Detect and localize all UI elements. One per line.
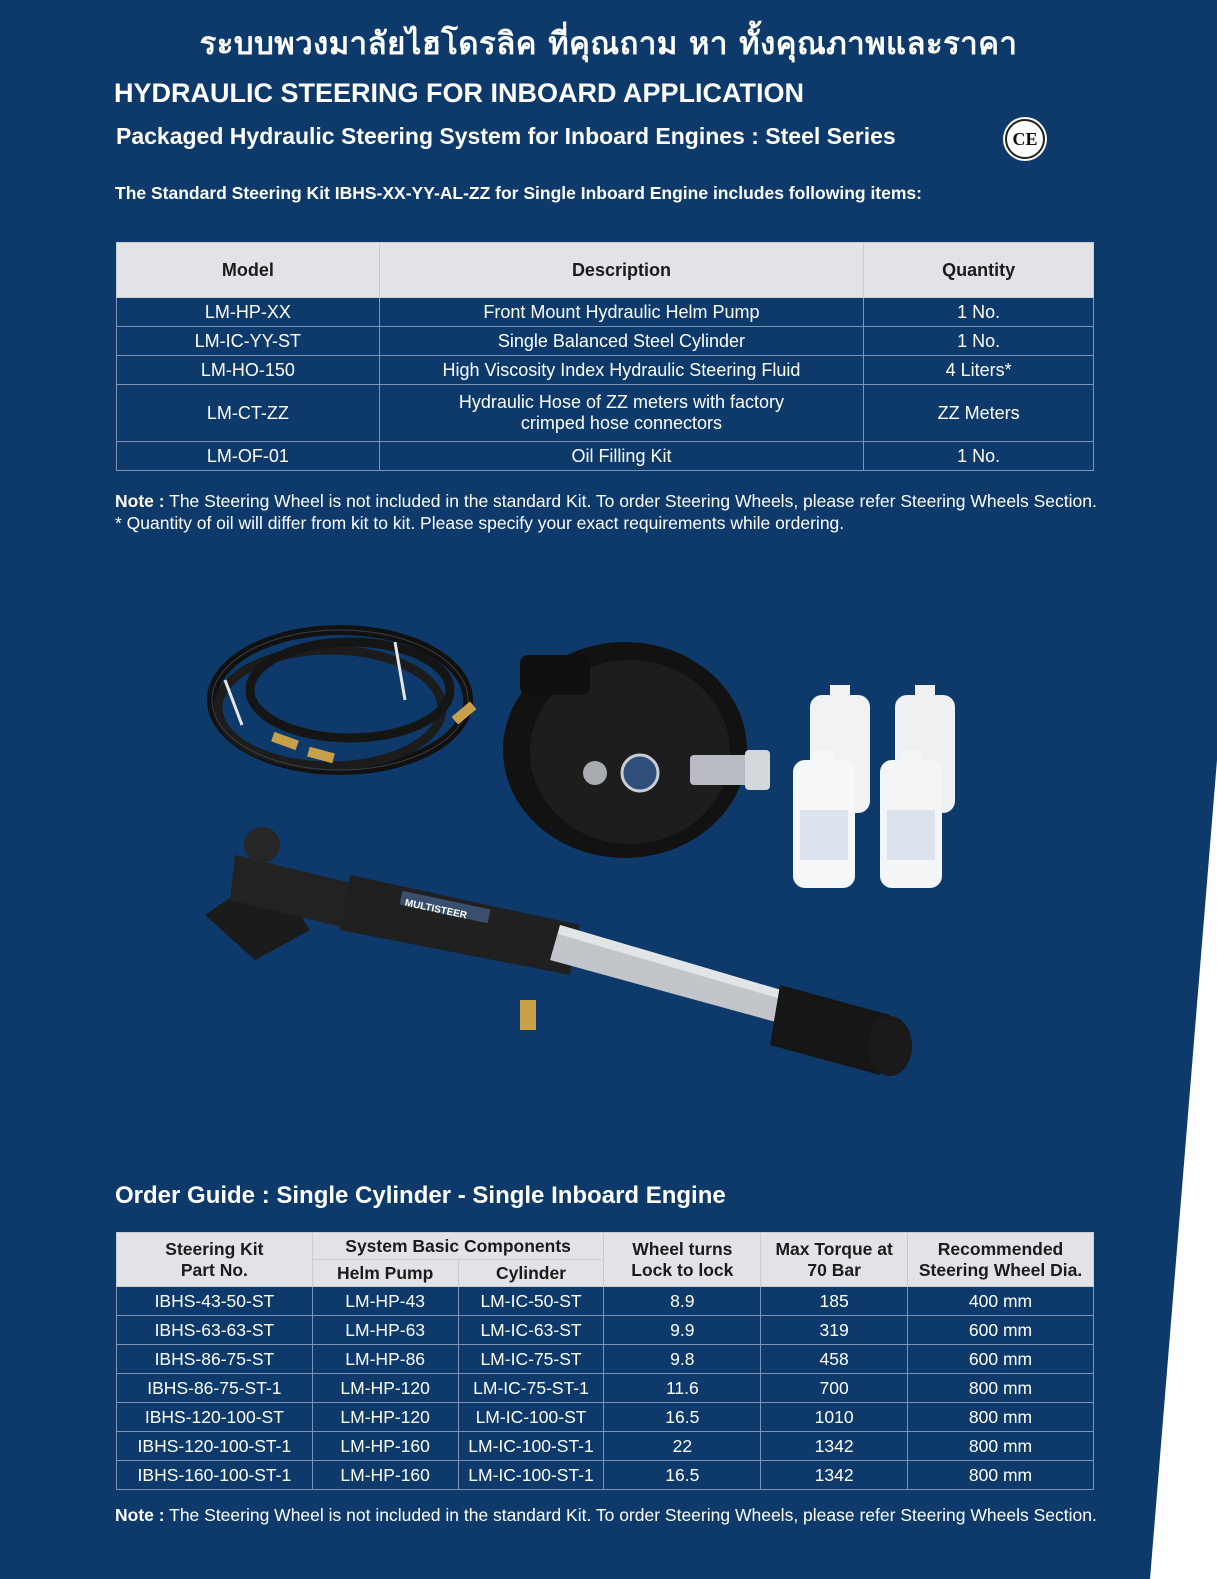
torque-cell: 319	[761, 1316, 908, 1345]
ce-mark-icon: CE	[1005, 119, 1045, 159]
kit-cell: IBHS-43-50-ST	[117, 1287, 313, 1316]
steering-fluid-bottles-image	[793, 685, 955, 888]
table-row	[117, 327, 1094, 356]
model-cell: LM-HP-XX	[117, 298, 380, 327]
column-header-model: Model	[117, 243, 380, 298]
helm-cell: LM-HP-120	[312, 1374, 458, 1403]
header-line: Max Torque at	[775, 1238, 893, 1259]
quantity-cell: 1 No.	[864, 298, 1094, 327]
column-header-torque	[761, 1233, 908, 1287]
header-line: Steering Wheel Dia.	[918, 1259, 1083, 1280]
header-line: Lock to lock	[631, 1259, 734, 1280]
turns-cell: 22	[604, 1432, 761, 1461]
quantity-cell: 4 Liters*	[864, 356, 1094, 385]
page-subtitle: Packaged Hydraulic Steering System for Inboard Engines : Steel Series	[116, 123, 896, 149]
column-header-turns	[604, 1233, 761, 1287]
header-line: Steering Kit	[165, 1238, 264, 1259]
wheel-cell: 400 mm	[908, 1287, 1094, 1316]
wheel-cell: 600 mm	[908, 1345, 1094, 1374]
torque-cell: 1342	[761, 1432, 908, 1461]
helm-cell: LM-HP-160	[312, 1461, 458, 1490]
quantity-cell: ZZ Meters	[864, 385, 1094, 442]
note-text: The Steering Wheel is not included in the standard Kit. To order Steering Wheels, please refer Steering Wheels Section.	[164, 491, 1097, 511]
description-line: crimped hose connectors	[520, 413, 723, 433]
table-row	[117, 442, 1094, 471]
kit-contents-table	[116, 242, 1094, 471]
cylinder-cell: LM-IC-100-ST-1	[458, 1432, 604, 1461]
table-row	[117, 1316, 1094, 1345]
column-header-quantity: Quantity	[864, 243, 1094, 298]
kit-cell: IBHS-120-100-ST-1	[117, 1432, 313, 1461]
thai-headline: ระบบพวงมาลัยไฮโดรลิค ที่คุณถาม หา ทั้งคุณภาพและราคา	[199, 26, 1018, 62]
table-row	[117, 298, 1094, 327]
wheel-cell: 800 mm	[908, 1432, 1094, 1461]
cylinder-brand-label: MULTISTEER	[403, 897, 468, 922]
torque-cell: 700	[761, 1374, 908, 1403]
table-row	[117, 1461, 1094, 1490]
kit-cell: IBHS-120-100-ST	[117, 1403, 313, 1432]
table-row	[117, 1432, 1094, 1461]
header-line: Wheel turns	[632, 1238, 733, 1259]
description-cell: Front Mount Hydraulic Helm Pump	[379, 298, 863, 327]
kit-note	[115, 490, 1105, 534]
turns-cell: 9.8	[604, 1345, 761, 1374]
order-note	[115, 1504, 1105, 1526]
wheel-cell: 600 mm	[908, 1316, 1094, 1345]
cylinder-cell: LM-IC-75-ST	[458, 1345, 604, 1374]
helm-cell: LM-HP-120	[312, 1403, 458, 1432]
turns-cell: 11.6	[604, 1374, 761, 1403]
column-header-helm: Helm Pump	[312, 1260, 458, 1287]
helm-cell: LM-HP-63	[312, 1316, 458, 1345]
turns-cell: 9.9	[604, 1316, 761, 1345]
table-row	[117, 1403, 1094, 1432]
header-line: Recommended	[937, 1238, 1064, 1259]
torque-cell: 185	[761, 1287, 908, 1316]
header-line: Part No.	[180, 1259, 248, 1280]
kit-cell: IBHS-86-75-ST	[117, 1345, 313, 1374]
order-guide-table	[116, 1232, 1094, 1490]
note-label: Note :	[115, 491, 165, 511]
quantity-cell: 1 No.	[864, 442, 1094, 471]
model-cell: LM-IC-YY-ST	[117, 327, 380, 356]
model-cell: LM-HO-150	[117, 356, 380, 385]
cylinder-cell: LM-IC-100-ST	[458, 1403, 604, 1432]
turns-cell: 16.5	[604, 1461, 761, 1490]
description-line: Hydraulic Hose of ZZ meters with factory	[458, 392, 784, 412]
table-row	[117, 1287, 1094, 1316]
table-row	[117, 1345, 1094, 1374]
torque-cell: 1010	[761, 1403, 908, 1432]
page-title: HYDRAULIC STEERING FOR INBOARD APPLICATION	[114, 78, 805, 108]
description-cell	[379, 385, 863, 442]
helm-cell: LM-HP-86	[312, 1345, 458, 1374]
description-cell: Single Balanced Steel Cylinder	[379, 327, 863, 356]
column-header-components: System Basic Components	[312, 1233, 604, 1260]
model-cell: LM-OF-01	[117, 442, 380, 471]
cylinder-cell: LM-IC-75-ST-1	[458, 1374, 604, 1403]
cylinder-cell: LM-IC-50-ST	[458, 1287, 604, 1316]
column-header-cylinder: Cylinder	[458, 1260, 604, 1287]
table-header-row	[117, 1233, 1094, 1260]
turns-cell: 16.5	[604, 1403, 761, 1432]
kit-intro: The Standard Steering Kit IBHS-XX-YY-AL-ZZ for Single Inboard Engine includes following items:	[115, 183, 922, 203]
description-cell: High Viscosity Index Hydraulic Steering Fluid	[379, 356, 863, 385]
wheel-cell: 800 mm	[908, 1403, 1094, 1432]
kit-cell: IBHS-86-75-ST-1	[117, 1374, 313, 1403]
column-header-description: Description	[379, 243, 863, 298]
column-header-wheel	[908, 1233, 1094, 1287]
oil-note: * Quantity of oil will differ from kit to kit. Please specify your exact requirements while ordering.	[115, 513, 845, 533]
column-header-kit	[117, 1233, 313, 1287]
helm-cell: LM-HP-160	[312, 1432, 458, 1461]
kit-cell: IBHS-63-63-ST	[117, 1316, 313, 1345]
helm-pump-image	[503, 642, 770, 858]
torque-cell: 1342	[761, 1461, 908, 1490]
wheel-cell: 800 mm	[908, 1374, 1094, 1403]
note-label: Note :	[115, 1505, 165, 1525]
kit-cell: IBHS-160-100-ST-1	[117, 1461, 313, 1490]
wheel-cell: 800 mm	[908, 1461, 1094, 1490]
turns-cell: 8.9	[604, 1287, 761, 1316]
table-row	[117, 356, 1094, 385]
product-photo-group	[190, 590, 990, 1120]
table-row	[117, 385, 1094, 442]
torque-cell: 458	[761, 1345, 908, 1374]
quantity-cell: 1 No.	[864, 327, 1094, 356]
helm-cell: LM-HP-43	[312, 1287, 458, 1316]
header-line: 70 Bar	[807, 1259, 861, 1280]
cylinder-cell: LM-IC-100-ST-1	[458, 1461, 604, 1490]
order-guide-title: Order Guide : Single Cylinder - Single Inboard Engine	[115, 1182, 726, 1209]
description-cell: Oil Filling Kit	[379, 442, 863, 471]
hydraulic-hose-image	[212, 630, 476, 770]
cylinder-cell: LM-IC-63-ST	[458, 1316, 604, 1345]
table-header-row	[117, 243, 1094, 298]
model-cell: LM-CT-ZZ	[117, 385, 380, 442]
note-text: The Steering Wheel is not included in the standard Kit. To order Steering Wheels, please refer Steering Wheels Section.	[164, 1505, 1097, 1525]
table-row	[117, 1374, 1094, 1403]
